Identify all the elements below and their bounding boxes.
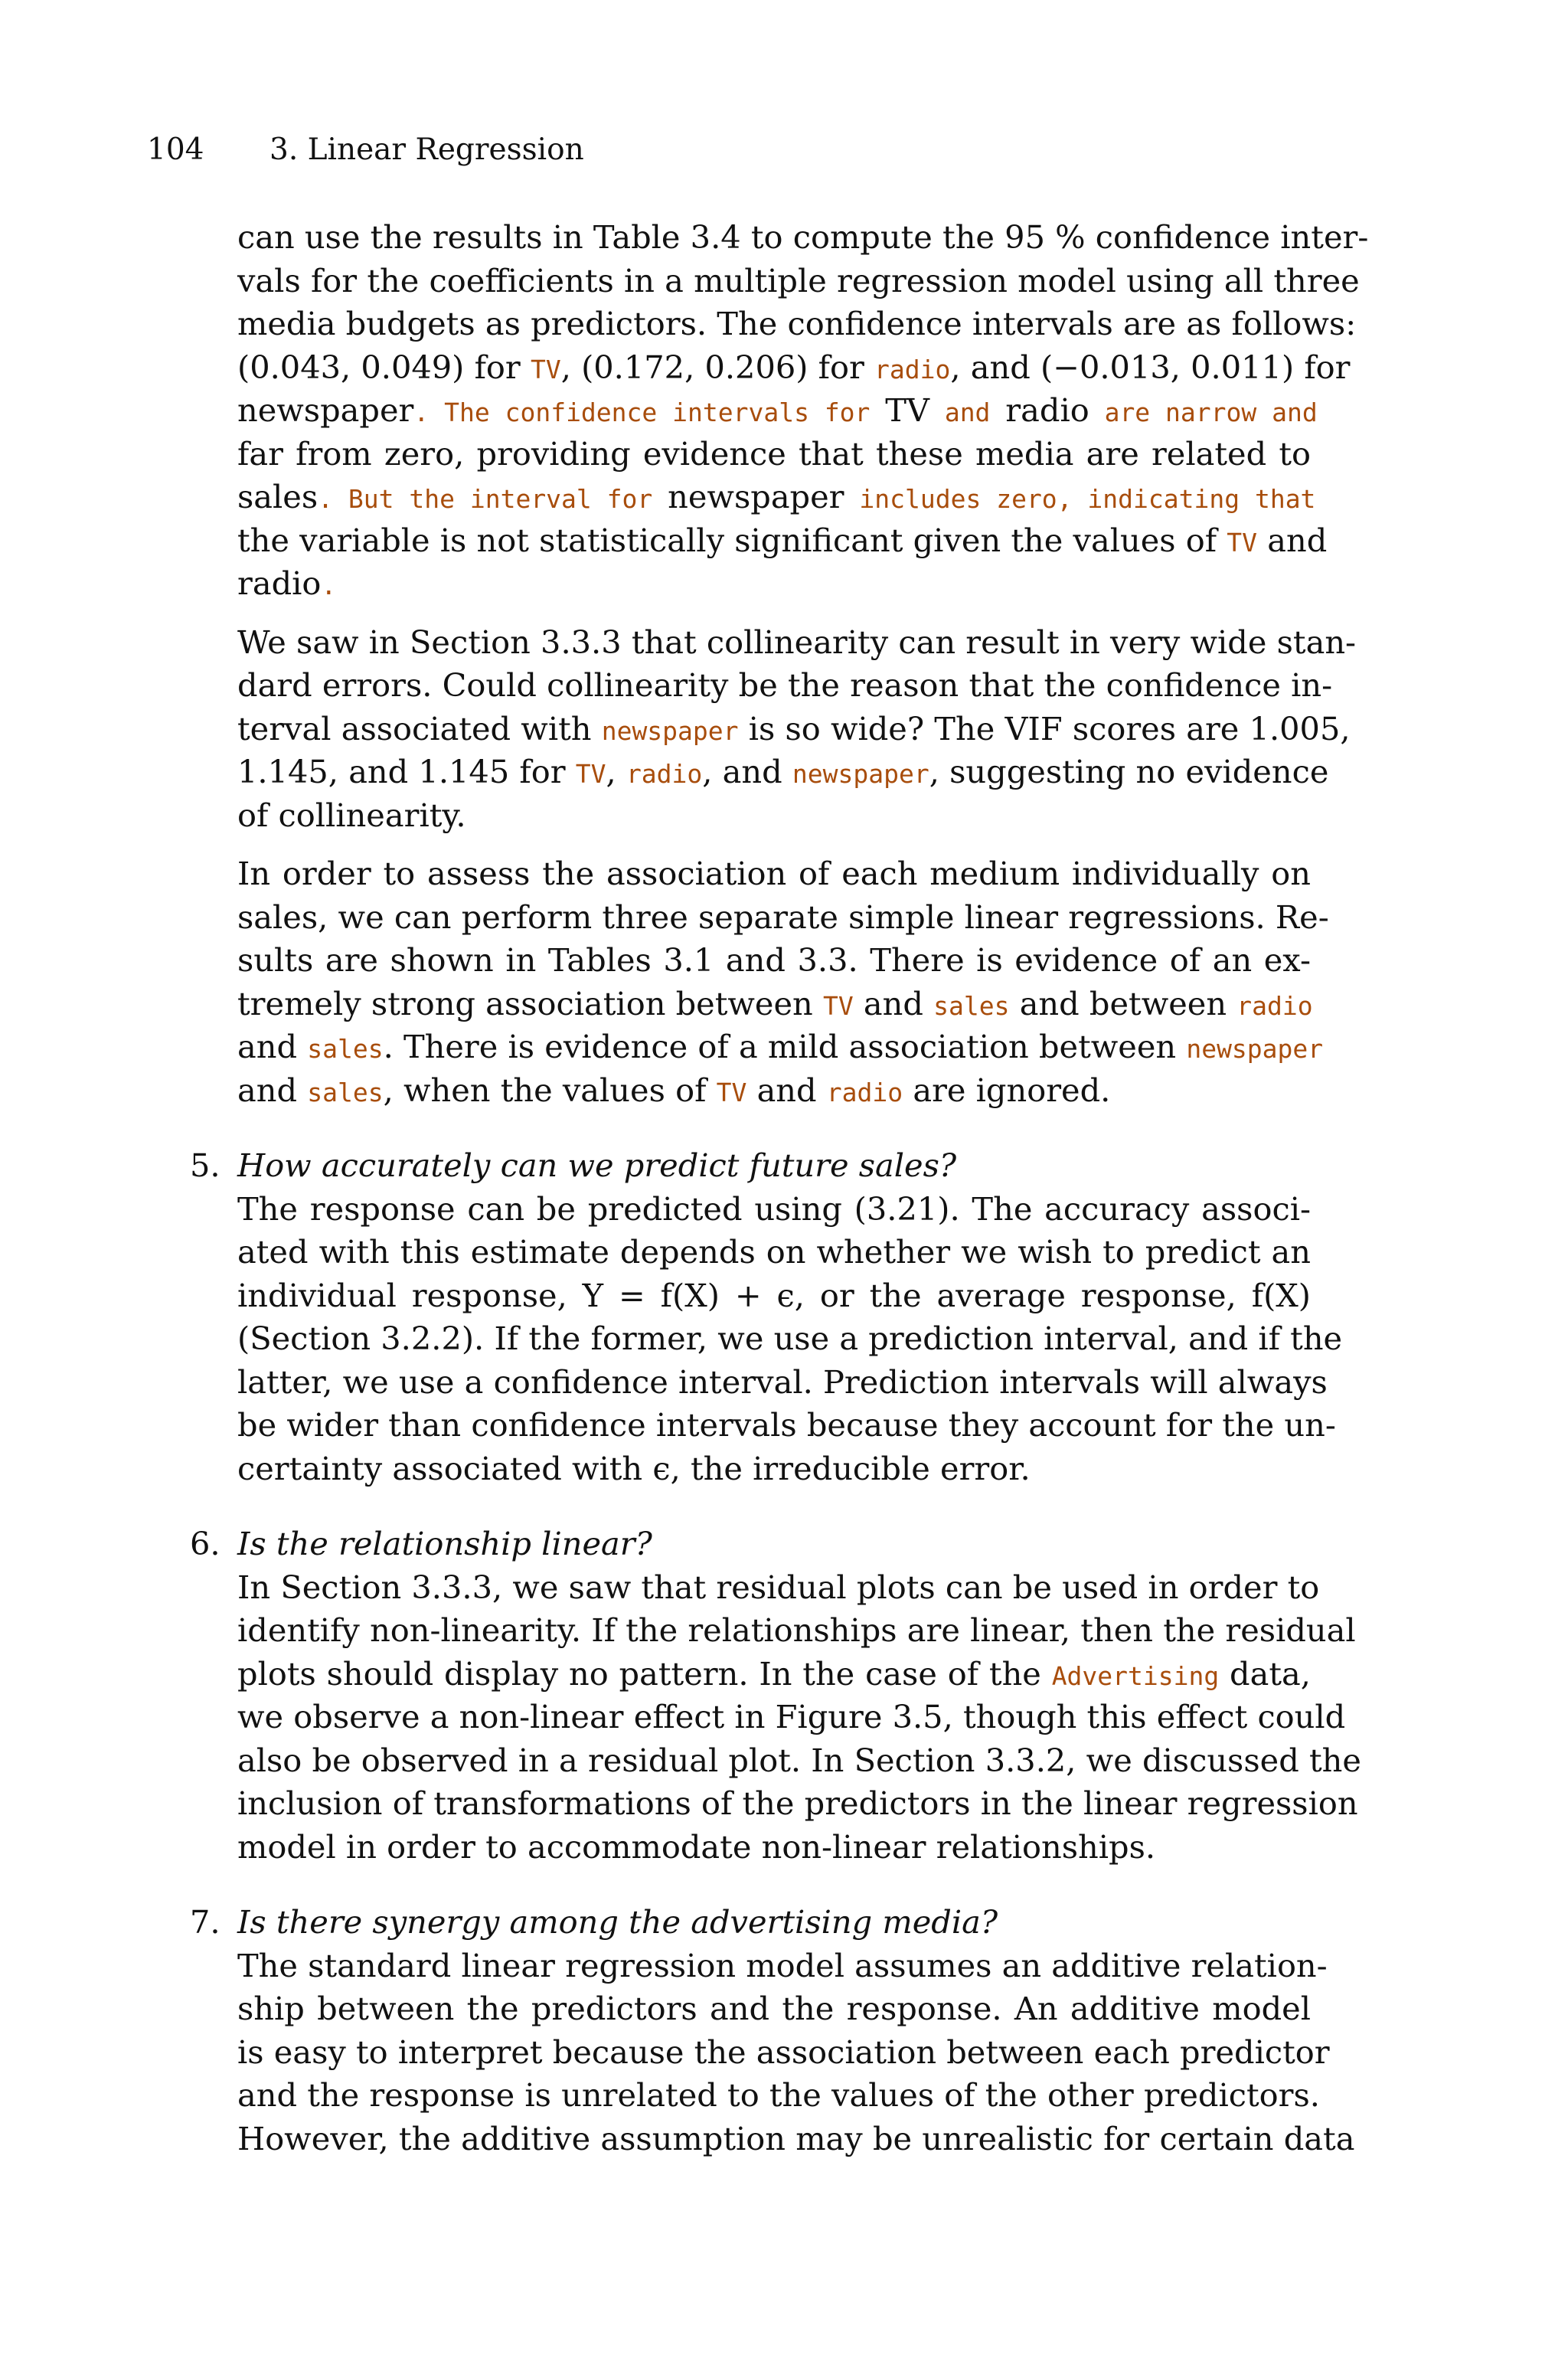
text-line: [237, 664, 1333, 708]
item-body: [237, 1566, 1361, 1869]
text-line: [237, 1231, 1311, 1274]
text-run: also be observed in a residual plot. In Section 3.3.2, we discussed the: [237, 1741, 1361, 1779]
text-run: and: [1257, 521, 1328, 559]
text-line: [237, 983, 1311, 1026]
code-term: TV: [716, 1077, 747, 1107]
text-line: [237, 260, 1360, 303]
item-number: 5.: [190, 1146, 220, 1184]
text-run: newspaper: [237, 391, 414, 429]
text-line: [237, 2118, 1355, 2161]
text-run: the variable is not statistically significant given the values of: [237, 521, 1227, 559]
code-term: TV: [822, 990, 854, 1021]
text-line: [237, 1696, 1346, 1739]
code-term: TV: [575, 759, 606, 789]
text-run: ated with this estimate depends on whether we wish to predict an: [237, 1233, 1311, 1271]
text-run: terval associated with: [237, 709, 602, 747]
text-run: vals for the coefficients in a multiple regression model using all three: [237, 261, 1360, 299]
code-term: TV: [1227, 527, 1258, 558]
text-line: [237, 852, 1311, 896]
text-run: , and: [702, 753, 792, 790]
item-question: Is there synergy among the advertising media?: [237, 1903, 998, 1941]
text-line: [237, 939, 1311, 983]
text-run: sales: [237, 478, 318, 515]
text-line: [237, 1361, 1328, 1405]
text-line: [237, 433, 1311, 476]
text-line: [237, 896, 1329, 940]
text-run: inclusion of transformations of the predictors in the linear regression: [237, 1784, 1358, 1822]
text-line: [237, 1025, 1324, 1069]
text-line: [237, 1447, 1311, 1491]
text-line: [237, 519, 1328, 563]
text-line: [237, 1069, 1311, 1113]
text-run: individual response, Y = f(X) + ϵ, or the average response, f(X): [237, 1276, 1311, 1314]
text-run: identify non-linearity. If the relationships are linear, then the residual: [237, 1611, 1356, 1649]
text-run: sales, we can perform three separate simple linear regressions. Re-: [237, 898, 1329, 936]
text-run: dard errors. Could collinearity be the reason that the confidence in-: [237, 666, 1333, 704]
text-run: of collinearity.: [237, 796, 466, 834]
paragraph: [237, 621, 1357, 838]
text-run: ,: [606, 753, 626, 790]
numbered-item: [190, 1901, 1355, 2160]
text-run: can use the results in Table 3.4 to compute the 95 % confidence inter-: [237, 218, 1369, 256]
text-line: [237, 216, 1369, 260]
text-run: radio: [1005, 391, 1089, 429]
text-run: plots should display no pattern. In the case of the: [237, 1654, 1052, 1693]
text-run: The standard linear regression model assumes an additive relation-: [237, 1946, 1328, 1984]
text-run: latter, we use a confidence interval. Prediction intervals will always: [237, 1362, 1328, 1401]
text-run: TV: [885, 391, 929, 429]
code-term: Advertising: [1051, 1660, 1220, 1691]
text-run: and: [853, 984, 934, 1022]
text-line: [237, 1317, 1343, 1361]
text-run: radio: [237, 564, 322, 602]
text-line: [237, 1826, 1311, 1869]
text-run: (0.043, 0.049) for: [237, 348, 531, 386]
running-head: [147, 129, 584, 172]
text-run: is easy to interpret because the association between each predictor: [237, 2033, 1330, 2071]
text-run: and: [746, 1071, 827, 1109]
text-line: [237, 476, 1316, 519]
text-line: [237, 1987, 1311, 2031]
text-run: and: [237, 1028, 308, 1065]
code-term: TV: [530, 354, 561, 384]
text-run: We saw in Section 3.3.3 that collinearity can result in very wide stan-: [237, 623, 1357, 661]
item-body: [237, 1945, 1355, 2161]
code-term: are narrow and: [1089, 397, 1318, 427]
text-line: [237, 1274, 1311, 1318]
paragraph: [237, 216, 1369, 606]
text-run: and the response is unrelated to the values of the other predictors.: [237, 2076, 1320, 2114]
code-term: sales: [307, 1077, 384, 1107]
numbered-item: [190, 1523, 1361, 1869]
code-term: newspaper: [792, 759, 929, 789]
code-term: and: [929, 397, 1006, 427]
code-term: . But the interval for: [318, 484, 668, 514]
text-run: and: [237, 1071, 308, 1109]
text-line: [237, 751, 1329, 794]
body-text: [190, 216, 1369, 2160]
text-line: [237, 1782, 1358, 1826]
text-run: 1.145, and 1.145 for: [237, 753, 576, 790]
text-line: [237, 794, 1311, 838]
text-line: [237, 1404, 1336, 1447]
text-line: [237, 562, 1311, 606]
code-term: radio: [626, 759, 703, 789]
text-run: The response can be predicted using (3.21). The accuracy associ-: [237, 1189, 1311, 1228]
text-run: However, the additive assumption may be unrealistic for certain data: [237, 2119, 1355, 2157]
text-run: far from zero, providing evidence that these media are related to: [237, 434, 1311, 473]
item-body: [237, 1188, 1343, 1491]
code-term: radio: [874, 354, 951, 384]
text-run: are ignored.: [903, 1071, 1111, 1109]
code-term: .: [321, 571, 337, 600]
text-run: sults are shown in Tables 3.1 and 3.3. There is evidence of an ex-: [237, 941, 1311, 979]
text-run: we observe a non-linear effect in Figure 3.5, though this effect could: [237, 1698, 1346, 1735]
code-term: radio: [1236, 990, 1313, 1021]
code-term: radio: [826, 1077, 903, 1107]
text-run: , when the values of: [383, 1071, 717, 1109]
text-line: [237, 1609, 1356, 1653]
text-run: data,: [1219, 1654, 1311, 1693]
paragraph: [237, 852, 1329, 1112]
text-run: tremely strong association between: [237, 984, 823, 1022]
code-term: sales: [307, 1034, 384, 1064]
page-number: 104: [147, 132, 204, 167]
chapter-title: 3. Linear Regression: [270, 132, 584, 167]
text-run: model in order to accommodate non-linear relationships.: [237, 1827, 1156, 1866]
item-number: 7.: [190, 1903, 220, 1941]
text-run: (Section 3.2.2). If the former, we use a prediction interval, and if the: [237, 1320, 1343, 1357]
text-run: newspaper: [668, 478, 844, 515]
text-run: , suggesting no evidence: [929, 753, 1329, 790]
text-line: [237, 1653, 1311, 1696]
code-term: . The confidence intervals for: [413, 397, 886, 427]
text-run: certainty associated with ϵ, the irreducible error.: [237, 1449, 1031, 1487]
text-line: [237, 346, 1351, 390]
text-line: [237, 621, 1357, 665]
numbered-item: [190, 1144, 1343, 1490]
text-run: be wider than confidence intervals because they account for the un-: [237, 1406, 1336, 1444]
text-run: , and (−0.013, 0.011) for: [950, 348, 1351, 386]
text-line: [237, 389, 1318, 433]
text-run: is so wide? The VIF scores are 1.005,: [738, 709, 1351, 747]
item-question: How accurately can we predict future sales?: [237, 1146, 957, 1184]
text-line: [237, 1188, 1311, 1232]
item-number: 6.: [190, 1525, 220, 1562]
text-line: [237, 708, 1351, 751]
text-run: In order to assess the association of each medium individually on: [237, 855, 1311, 892]
text-line: [237, 1566, 1320, 1610]
text-run: In Section 3.3.3, we saw that residual plots can be used in order to: [237, 1568, 1320, 1606]
text-run: and between: [1009, 984, 1237, 1022]
text-run: . There is evidence of a mild association between: [383, 1028, 1187, 1065]
text-line: [237, 303, 1357, 346]
code-term: sales: [933, 990, 1010, 1021]
code-term: newspaper: [1186, 1034, 1324, 1064]
item-question: Is the relationship linear?: [237, 1525, 652, 1562]
text-run: , (0.172, 0.206) for: [560, 348, 875, 386]
text-line: [237, 1945, 1328, 1988]
code-term: newspaper: [601, 715, 739, 746]
text-run: media budgets as predictors. The confidence intervals are as follows:: [237, 305, 1357, 342]
text-run: ship between the predictors and the response. An additive model: [237, 1990, 1311, 2027]
text-line: [237, 1739, 1361, 1783]
code-term: includes zero, indicating that: [844, 484, 1316, 514]
text-line: [237, 2074, 1320, 2118]
text-line: [237, 2031, 1330, 2075]
